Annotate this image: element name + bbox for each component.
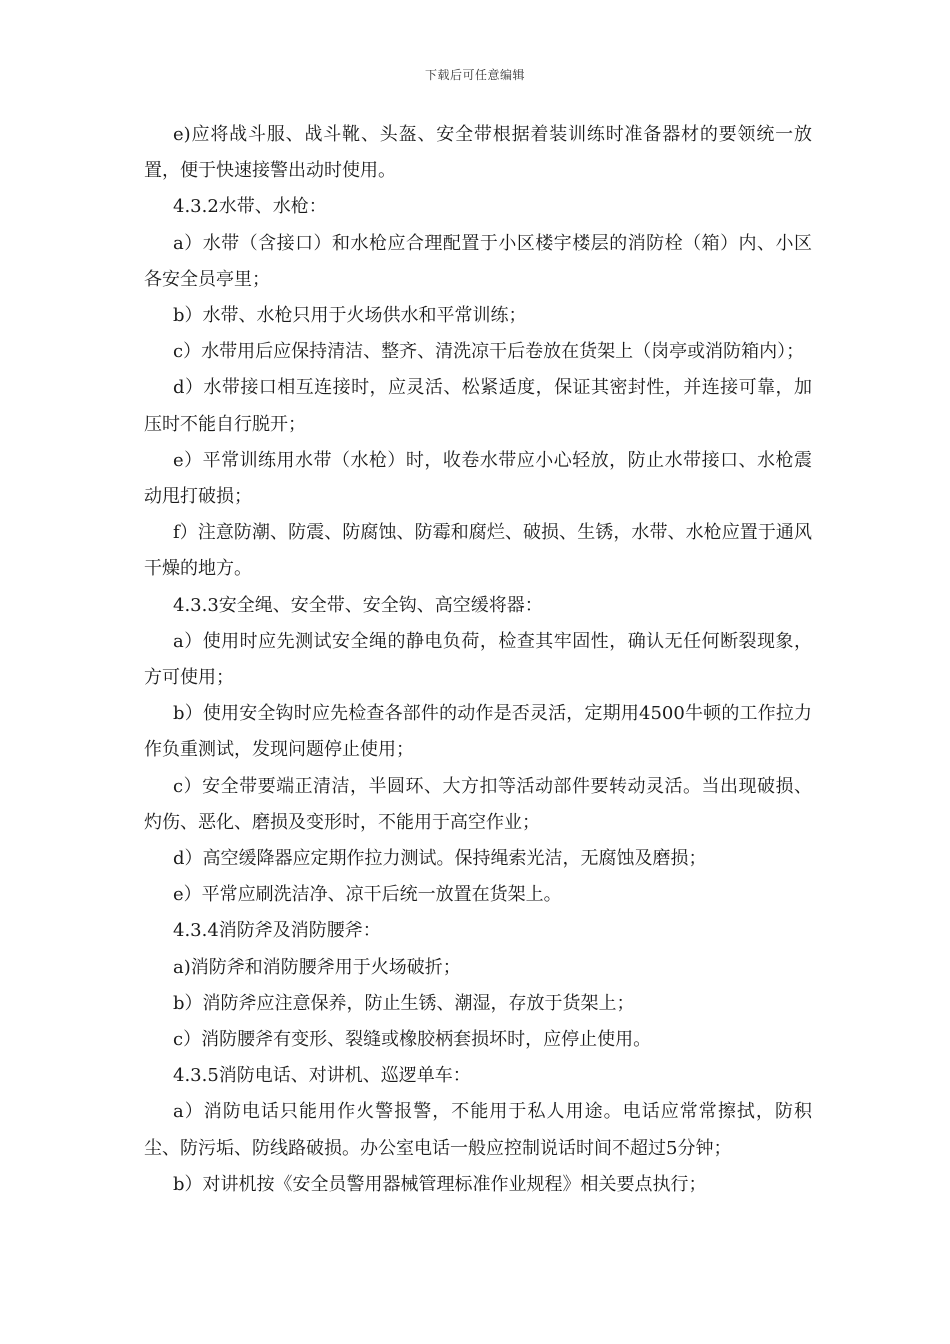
section-heading: 4.3.5消防电话、对讲机、巡逻单车： (173, 1065, 471, 1087)
paragraph: a）使用时应先测试安全绳的静电负荷，检查其牢固性，确认无任何断裂现象，方可使用； (144, 630, 812, 689)
paragraph: c）安全带要端正清洁，半圆环、大方扣等活动部件要转动灵活。当出现破损、灼伤、恶化、磨损及变形时，不能用于高空作业； (144, 775, 812, 833)
paragraph: f）注意防潮、防震、防腐蚀、防霉和腐烂、破损、生锈，水带、水枪应置于通风干燥的地方。 (144, 522, 812, 580)
paragraph: a）水带（含接口）和水枪应合理配置于小区楼宇楼层的消防栓（箱）内、小区各安全员亭里； (144, 232, 812, 290)
paragraph: e）平常训练用水带（水枪）时，收卷水带应小心轻放，防止水带接口、水枪震动甩打破损； (144, 449, 812, 508)
paragraph: b）使用安全钩时应先检查各部件的动作是否灵活，定期用4500牛顿的工作拉力作负重测试，发现问题停止使用； (144, 703, 812, 761)
paragraph: b）水带、水枪只用于火场供水和平常训练； (173, 305, 527, 327)
page-header: 下载后可任意编辑 (424, 68, 525, 82)
paragraph: d）水带接口相互连接时，应灵活、松紧适度，保证其密封性，并连接可靠，加压时不能自行脱开； (144, 377, 812, 435)
section-heading: 4.3.2水带、水枪： (173, 196, 327, 218)
paragraph: c）消防腰斧有变形、裂缝或橡胶柄套损坏时，应停止使用。 (173, 1029, 652, 1051)
section-heading: 4.3.4消防斧及消防腰斧： (173, 920, 381, 942)
paragraph: d）高空缓降器应定期作拉力测试。保持绳索光洁，无腐蚀及磨损； (173, 848, 707, 870)
section-heading: 4.3.3安全绳、安全带、安全钩、高空缓将器： (173, 594, 543, 616)
paragraph: a）消防电话只能用作火警报警，不能用于私人用途。电话应常常擦拭，防积尘、防污垢、防线路破损。办公室电话一般应控制说话时间不超过5分钟； (144, 1101, 812, 1159)
paragraph: a)消防斧和消防腰斧用于火场破折； (173, 956, 461, 978)
paragraph: c）水带用后应保持清洁、整齐、清洗凉干后卷放在货架上（岗亭或消防箱内）； (173, 341, 805, 363)
paragraph: b）对讲机按《安全员警用器械管理标准作业规程》相关要点执行； (173, 1173, 707, 1195)
paragraph: e）平常应刷洗洁净、凉干后统一放置在货架上。 (173, 884, 562, 906)
paragraph: e)应将战斗服、战斗靴、头盔、安全带根据着装训练时准备器材的要领统一放置，便于快速接警出动时使用。 (144, 124, 812, 182)
document-body (144, 117, 812, 1203)
paragraph: b）消防斧应注意保养，防止生锈、潮湿，存放于货架上； (173, 992, 635, 1014)
